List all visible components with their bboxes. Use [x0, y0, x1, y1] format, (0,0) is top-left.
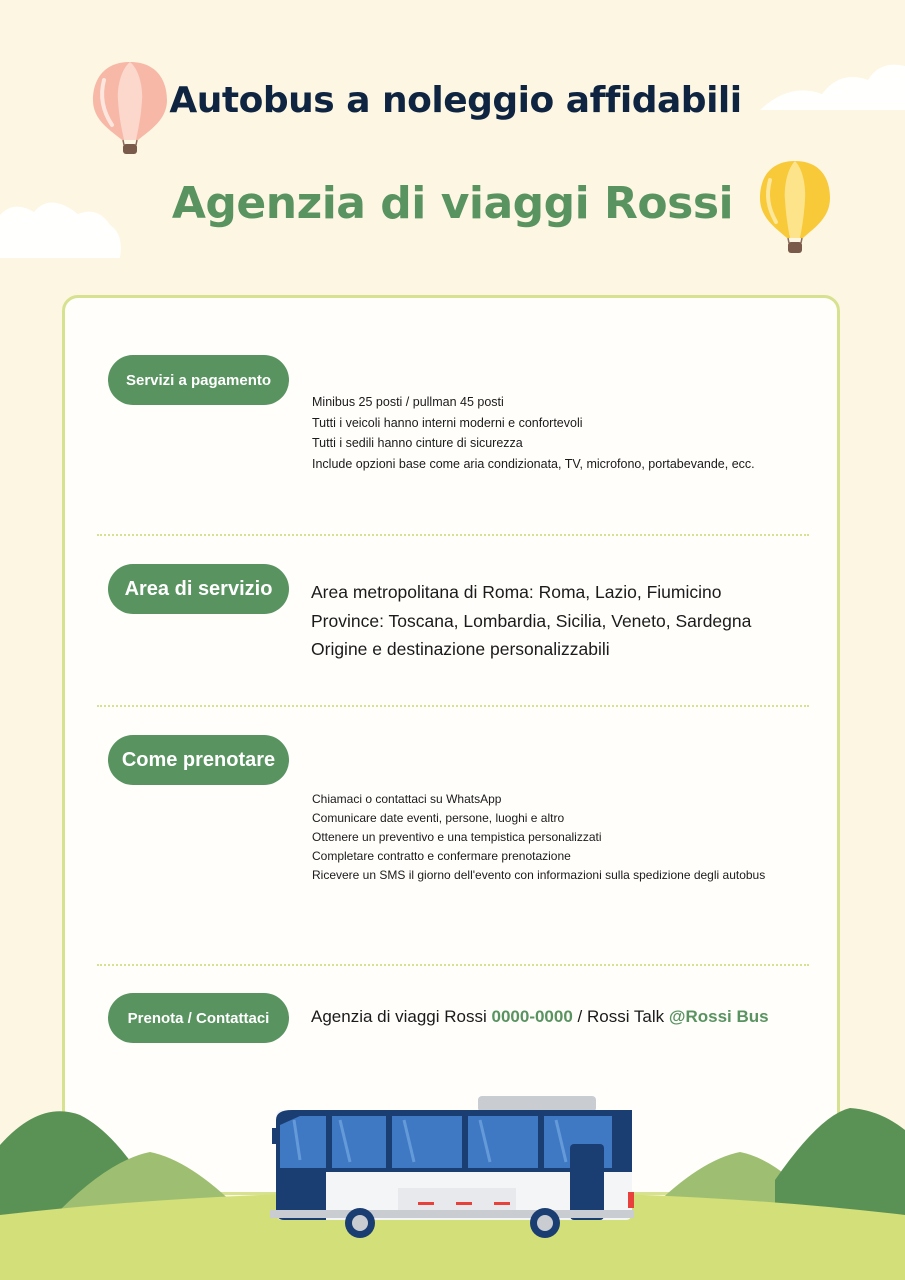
contact-agency: Agenzia di viaggi Rossi — [311, 1007, 487, 1026]
list-item: Province: Toscana, Lombardia, Sicilia, Veneto, Sardegna — [311, 610, 752, 631]
contact-handle: @Rossi Bus — [668, 1007, 769, 1026]
contact-phone: 0000-0000 — [491, 1007, 573, 1026]
section-label-paid-services: Servizi a pagamento — [108, 355, 289, 405]
list-item: Tutti i veicoli hanno interni moderni e confortevoli — [312, 415, 583, 430]
service-area-list — [311, 578, 751, 664]
section-label-service-area: Area di servizio — [108, 564, 289, 614]
contact-separator: / Rossi Talk — [577, 1007, 665, 1026]
list-item: Area metropolitana di Roma: Roma, Lazio, Fiumicino — [311, 582, 722, 602]
list-item: Completare contratto e confermare prenotazione — [312, 849, 571, 863]
divider — [97, 964, 809, 966]
list-item: Origine e destinazione personalizzabili — [311, 639, 610, 659]
page-title: Autobus a noleggio affidabili — [169, 80, 742, 121]
how-to-book-list — [312, 790, 765, 885]
paid-services-list — [312, 392, 755, 474]
list-item: Comunicare date eventi, persone, luoghi e altro — [312, 811, 565, 825]
list-item: Chiamaci o contattaci su WhatsApp — [312, 792, 502, 806]
section-label-how-to-book: Come prenotare — [108, 735, 289, 785]
list-item: Ricevere un SMS il giorno dell'evento con informazioni sulla spedizione degli autobus — [312, 868, 766, 882]
divider — [97, 705, 809, 707]
divider — [97, 534, 809, 536]
contact-line — [311, 1007, 769, 1027]
list-item: Minibus 25 posti / pullman 45 posti — [312, 395, 504, 409]
list-item: Tutti i sedili hanno cinture di sicurezza — [312, 436, 523, 450]
agency-name: Agenzia di viaggi Rossi — [171, 178, 734, 229]
list-item: Ottenere un preventivo e una tempistica personalizzati — [312, 830, 602, 844]
ground — [0, 1192, 905, 1280]
section-label-contact: Prenota / Contattaci — [108, 993, 289, 1043]
list-item: Include opzioni base come aria condizionata, TV, microfono, portabevande, ecc. — [312, 456, 755, 471]
